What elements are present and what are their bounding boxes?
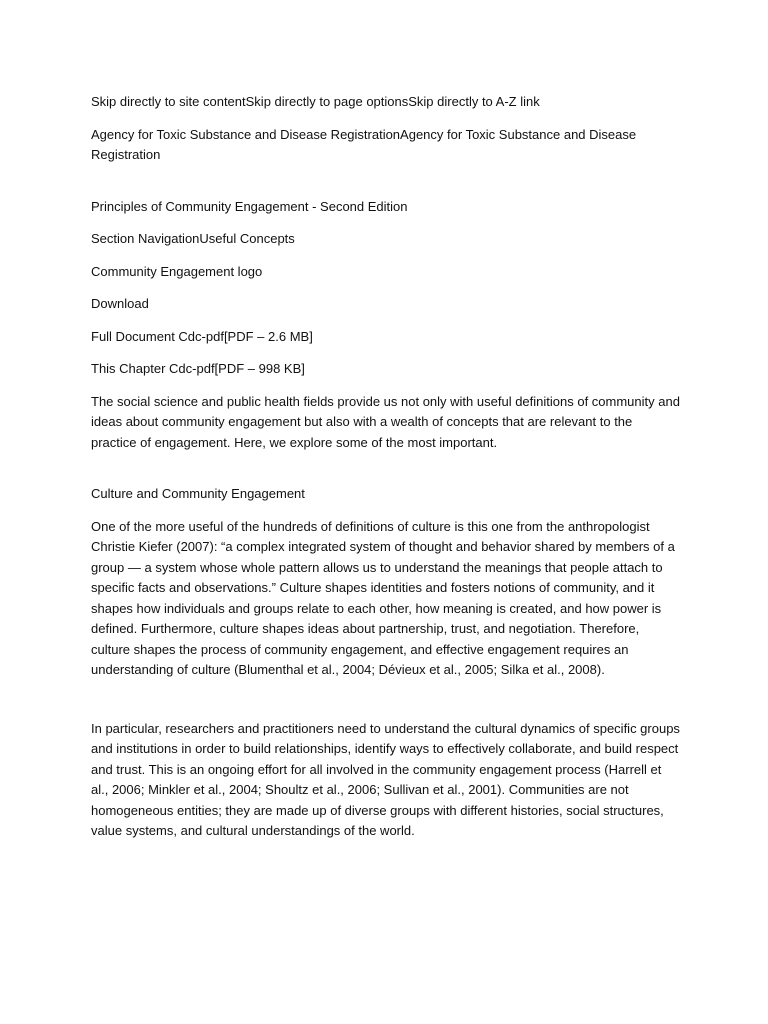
community-engagement-logo: Community Engagement logo <box>91 263 263 279</box>
agency-header <box>91 125 681 166</box>
section-nav-current[interactable]: Useful Concepts <box>199 231 295 246</box>
agency-link-1[interactable]: Agency for Toxic Substance and Disease Registration <box>91 126 401 142</box>
this-chapter-link-row <box>91 359 681 380</box>
section-navigation <box>91 229 681 250</box>
agency-link-2[interactable]: Agency for Toxic Substance and Disease Registration <box>91 126 637 162</box>
page-title: Principles of Community Engagement - Second Edition <box>91 198 408 214</box>
intro-paragraph: The social science and public health fields provide us not only with useful definitions of community and ideas about community engagement but also with a wealth of concepts that are relevant to the practice of engagement. Here, we explore some of the most important. <box>91 393 680 450</box>
culture-paragraph-2: In particular, researchers and practitioners need to understand the cultural dynamics of specific groups and institutions in order to build relationships, identify ways to effectively collaborate, and build respect and trust. This is an ongoing effort for all involved in the community engagement process (Harrell et al., 2006; Minkler et al., 2004; Shoultz et al., 2006; Sullivan et al., 2001). Communities are not homogeneous entities; they are made up of diverse groups with different histories, social structures, value systems, and cultural understandings of the world. <box>91 720 680 838</box>
full-document-pdf-link[interactable]: Full Document Cdc-pdf[PDF – 2.6 MB] <box>91 328 313 344</box>
skip-links <box>91 92 681 113</box>
section-nav-label: Section Navigation <box>91 231 200 246</box>
culture-paragraph-1: One of the more useful of the hundreds of definitions of culture is this one from the anthropologist Christie Kiefer (2007): “a complex integrated system of thought and behavior shared by members of a group — a system whose whole pattern allows us to understand the meanings that people attach to specific facts and observations.” Culture shapes identities and fosters notions of community, and it shapes how individuals and groups relate to each other, how meaning is created, and how power is defined. Furthermore, culture shapes ideas about partnership, trust, and negotiation. Therefore, culture shapes the process of community engagement, and effective engagement requires an understanding of culture (Blumenthal et al., 2004; Dévieux et al., 2005; Silka et al., 2008). <box>91 518 675 677</box>
skip-to-az-link[interactable]: Skip directly to A-Z link <box>408 94 540 109</box>
download-heading: Download <box>91 296 149 311</box>
culture-heading: Culture and Community Engagement <box>91 486 305 501</box>
skip-to-page-options-link[interactable]: Skip directly to page options <box>245 94 409 109</box>
skip-to-content-link[interactable]: Skip directly to site content <box>91 94 246 109</box>
this-chapter-pdf-link[interactable]: This Chapter Cdc-pdf[PDF – 998 KB] <box>91 361 305 376</box>
document-page <box>91 92 681 854</box>
full-document-link-row <box>91 327 681 348</box>
